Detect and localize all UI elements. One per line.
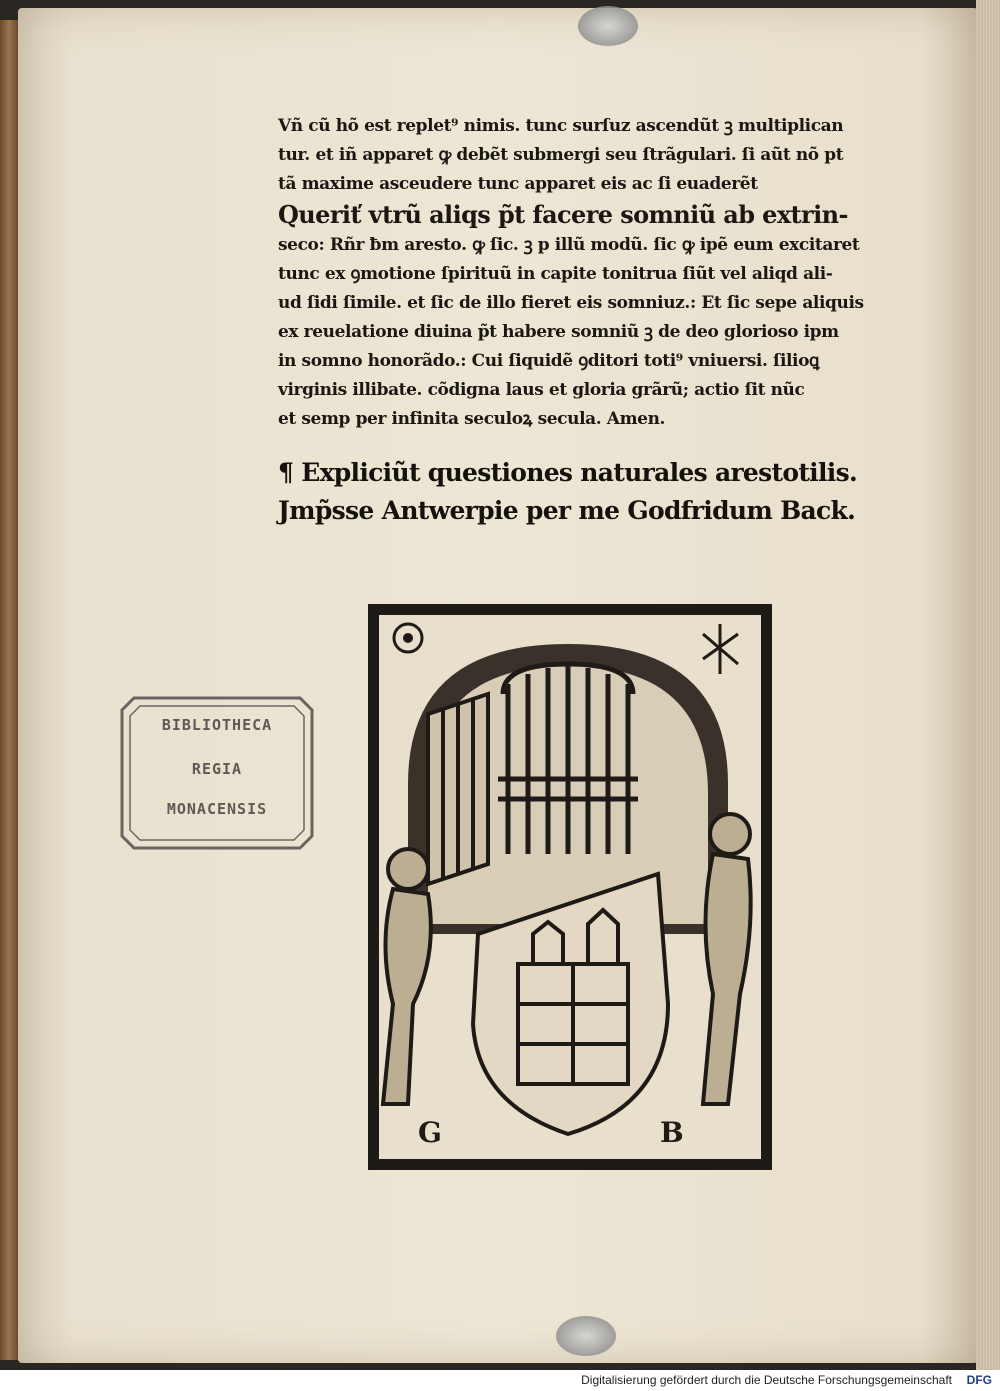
library-stamp xyxy=(118,694,316,852)
page-clip-bottom xyxy=(556,1316,616,1356)
text-line: tã maxime asceudere tunc apparet eis ac ſi euaderẽt xyxy=(278,174,758,194)
text-line: Vñ cũ hõ est replet⁹ nimis. tunc surſuz ascendũt ꝫ multiplican xyxy=(278,116,844,136)
text-line: ud ſidi ſimile. et ſic de illo fieret eis somniuz.: Et ſic sepe aliquis xyxy=(278,293,864,313)
colophon xyxy=(278,454,898,530)
printer-device-woodcut xyxy=(368,604,772,1170)
woodcut-initial-left: G xyxy=(418,1116,442,1149)
text-line: tunc ex ꝯmotione ſpirituũ in capite tonitrua ſiũt vel aliqd ali- xyxy=(278,264,833,284)
woodcut-illustration xyxy=(368,604,772,1170)
stamp-line: MONACENSIS xyxy=(166,800,268,818)
question-heading-line: Queriť vtrũ aliqs p̃t facere somniũ ab extrin- xyxy=(278,200,848,229)
text-line: virginis illibate. cõdigna laus et gloria grãrũ; actio ſit nũc xyxy=(278,380,805,400)
footer-bar xyxy=(0,1370,1000,1391)
stamp-line: REGIA xyxy=(191,760,243,778)
text-line: in somno honorãdo.: Cui ſiquidẽ ꝯditori toti⁹ vniuersi. ſilioꝗ xyxy=(278,351,820,371)
page-edges xyxy=(976,0,1000,1370)
main-text-block xyxy=(278,112,878,434)
woodcut-initial-right: B xyxy=(660,1116,684,1149)
page-clip-top xyxy=(578,6,638,46)
colophon-line: Jmp̃sse Antwerpie per me Godfridum Back. xyxy=(278,496,856,525)
dfg-logo: DFG xyxy=(966,1373,992,1387)
text-line: et semp per infinita seculoꝝ secula. Amen. xyxy=(278,409,666,429)
colophon-line: ¶ Expliciũt questiones naturales arestotilis. xyxy=(278,458,857,487)
text-line: tur. et iñ apparet ꝙ debẽt submergi seu ſtrãgulari. ſi aũt nõ pt xyxy=(278,145,844,165)
text-line: seco: Rñr ƀm aresto. ꝙ ſic. ꝫ p illũ modũ. ſic ꝙ ipẽ eum excitaret xyxy=(278,235,860,255)
text-line: ex reuelatione diuina p̃t habere somniũ ꝫ de deo glorioso ipm xyxy=(278,322,839,342)
stamp-line: BIBLIOTHECA xyxy=(161,716,273,734)
funding-note: Digitalisierung gefördert durch die Deutsche Forschungsgemeinschaft xyxy=(581,1373,952,1387)
